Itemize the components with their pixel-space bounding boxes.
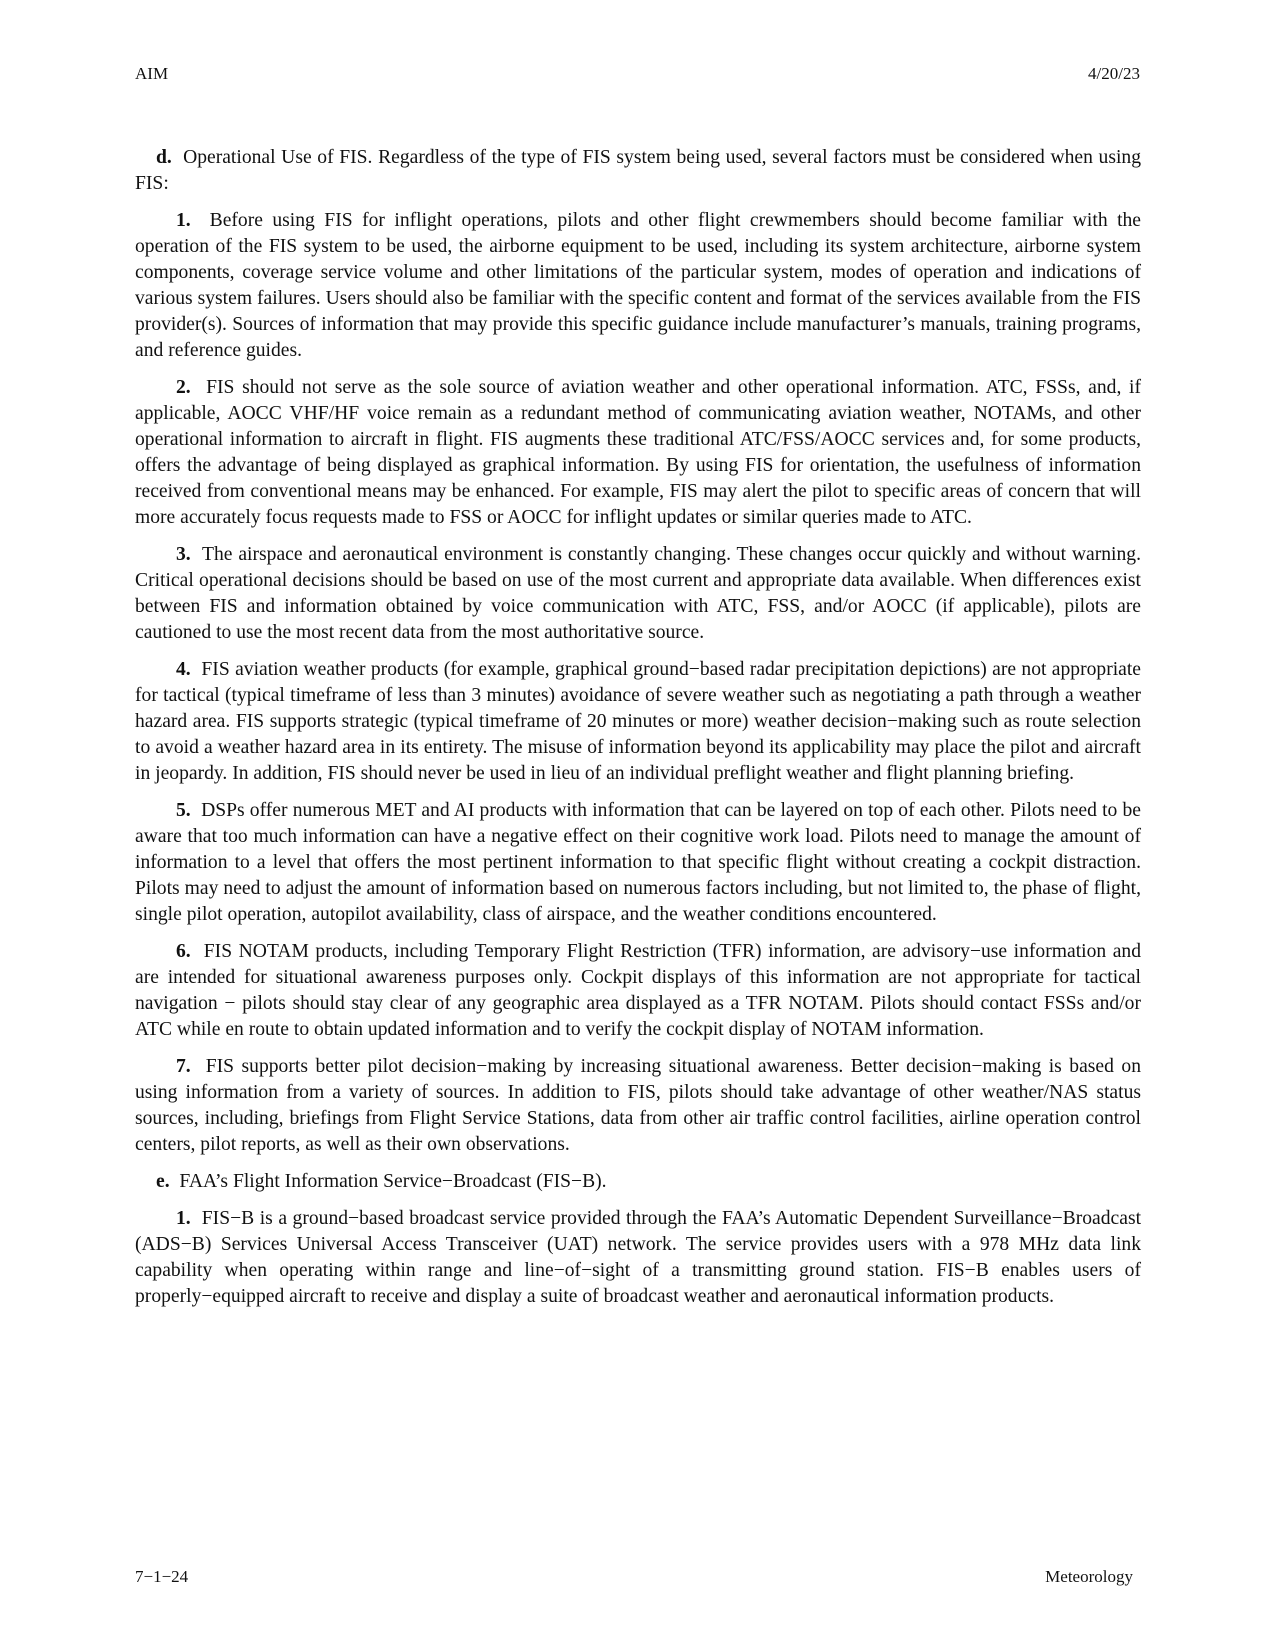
paragraph-number: 1. bbox=[176, 210, 191, 231]
header-left: AIM bbox=[135, 64, 169, 83]
paragraph-number: e. bbox=[156, 1171, 170, 1192]
paragraph-number: 5. bbox=[176, 800, 191, 821]
paragraph-d bbox=[135, 145, 1141, 197]
paragraph-text: FIS−B is a ground−based broadcast service provided through the FAA’s Automatic Dependent Surveillance−Broadcast (ADS−B) Services Universal Access Transceiver (UAT) network. The service provides users with a 978 MHz data link capability when operating within range and line−of−sight of a transmitting ground station. FIS−B enables users of properly−equipped aircraft to receive and display a suite of broadcast weather and aeronautical information products. bbox=[135, 1208, 1142, 1307]
section-name: Meteorology bbox=[1045, 1567, 1133, 1586]
paragraph-d-6 bbox=[135, 939, 1141, 1043]
header-date: 4/20/23 bbox=[1088, 64, 1140, 83]
paragraph-d-3 bbox=[135, 542, 1141, 646]
paragraph-text: DSPs offer numerous MET and AI products with information that can be layered on top of each other. Pilots need to be aware that too much information can have a negative effect on their cognitive work load. Pilots need to manage the amount of information to a level that offers the most pertinent information to that specific flight without creating a cockpit distraction. Pilots may need to adjust the amount of information based on numerous factors including, but not limited to, the phase of flight, single pilot operation, autopilot availability, class of airspace, and the weather conditions encountered. bbox=[135, 800, 1142, 925]
paragraph-number: 4. bbox=[176, 659, 191, 680]
page-body bbox=[135, 145, 1141, 1321]
paragraph-d-2 bbox=[135, 375, 1141, 531]
paragraph-number: 2. bbox=[176, 377, 191, 398]
paragraph-number: 7. bbox=[176, 1056, 191, 1077]
paragraph-number: 1. bbox=[176, 1208, 191, 1229]
page-footer bbox=[135, 1567, 1133, 1587]
paragraph-text: Before using FIS for inflight operations, pilots and other flight crewmembers should become familiar with the operation of the FIS system to be used, the airborne equipment to be used, including its system architecture, airborne system components, coverage service volume and other limitations of the particular system, modes of operation and indications of various system failures. Users should also be familiar with the specific content and format of the services available from the FIS provider(s). Sources of information that may provide this specific guidance include manufacturer’s manuals, training programs, and reference guides. bbox=[135, 210, 1142, 361]
paragraph-e-1 bbox=[135, 1206, 1141, 1310]
paragraph-text: The airspace and aeronautical environment is constantly changing. These changes occur quickly and without warning. Critical operational decisions should be based on use of the most current and appropriate data available. When differences exist between FIS and information obtained by voice communication with ATC, FSS, and/or AOCC (if applicable), pilots are cautioned to use the most recent data from the most authoritative source. bbox=[135, 544, 1141, 643]
page-header bbox=[135, 64, 1140, 84]
page-number: 7−1−24 bbox=[135, 1567, 189, 1586]
paragraph-number: d. bbox=[156, 147, 172, 168]
paragraph-text: FIS should not serve as the sole source of aviation weather and other operational information. ATC, FSSs, and, if applicable, AOCC VHF/HF voice remain as a redundant method of communicating aviation weather, NOTAMs, and other operational information to aircraft in flight. FIS augments these traditional ATC/FSS/AOCC services and, for some products, offers the advantage of being displayed as graphical information. By using FIS for orientation, the usefulness of information received from conventional means may be enhanced. For example, FIS may alert the pilot to specific areas of concern that will more accurately focus requests made to FSS or AOCC for inflight updates or similar queries made to ATC. bbox=[135, 377, 1142, 528]
paragraph-text: FIS NOTAM products, including Temporary Flight Restriction (TFR) information, are advisory−use information and are intended for situational awareness purposes only. Cockpit displays of this information are not appropriate for tactical navigation − pilots should stay clear of any geographic area displayed as a TFR NOTAM. Pilots should contact FSSs and/or ATC while en route to obtain updated information and to verify the cockpit display of NOTAM information. bbox=[135, 941, 1141, 1040]
paragraph-text: FIS aviation weather products (for example, graphical ground−based radar precipitation depictions) are not appropriate for tactical (typical timeframe of less than 3 minutes) avoidance of severe weather such as negotiating a path through a weather hazard area. FIS supports strategic (typical timeframe of 20 minutes or more) weather decision−making such as route selection to avoid a weather hazard area in its entirety. The misuse of information beyond its applicability may place the pilot and aircraft in jeopardy. In addition, FIS should never be used in lieu of an individual preflight weather and flight planning briefing. bbox=[135, 659, 1142, 784]
paragraph-number: 6. bbox=[176, 941, 191, 962]
paragraph-number: 3. bbox=[176, 544, 191, 565]
paragraph-d-7 bbox=[135, 1054, 1141, 1158]
paragraph-text: FAA’s Flight Information Service−Broadcast (FIS−B). bbox=[179, 1171, 607, 1192]
paragraph-d-5 bbox=[135, 798, 1141, 928]
paragraph-text: FIS supports better pilot decision−making by increasing situational awareness. Better decision−making is based on using information from a variety of sources. In addition to FIS, pilots should take advantage of other weather/NAS status sources, including, briefings from Flight Service Stations, data from other air traffic control facilities, airline operation control centers, pilot reports, as well as their own observations. bbox=[135, 1056, 1142, 1155]
paragraph-d-1 bbox=[135, 208, 1141, 364]
paragraph-e bbox=[135, 1169, 1141, 1195]
paragraph-text: Operational Use of FIS. Regardless of the type of FIS system being used, several factors must be considered when using FIS: bbox=[135, 147, 1142, 194]
paragraph-d-4 bbox=[135, 657, 1141, 787]
